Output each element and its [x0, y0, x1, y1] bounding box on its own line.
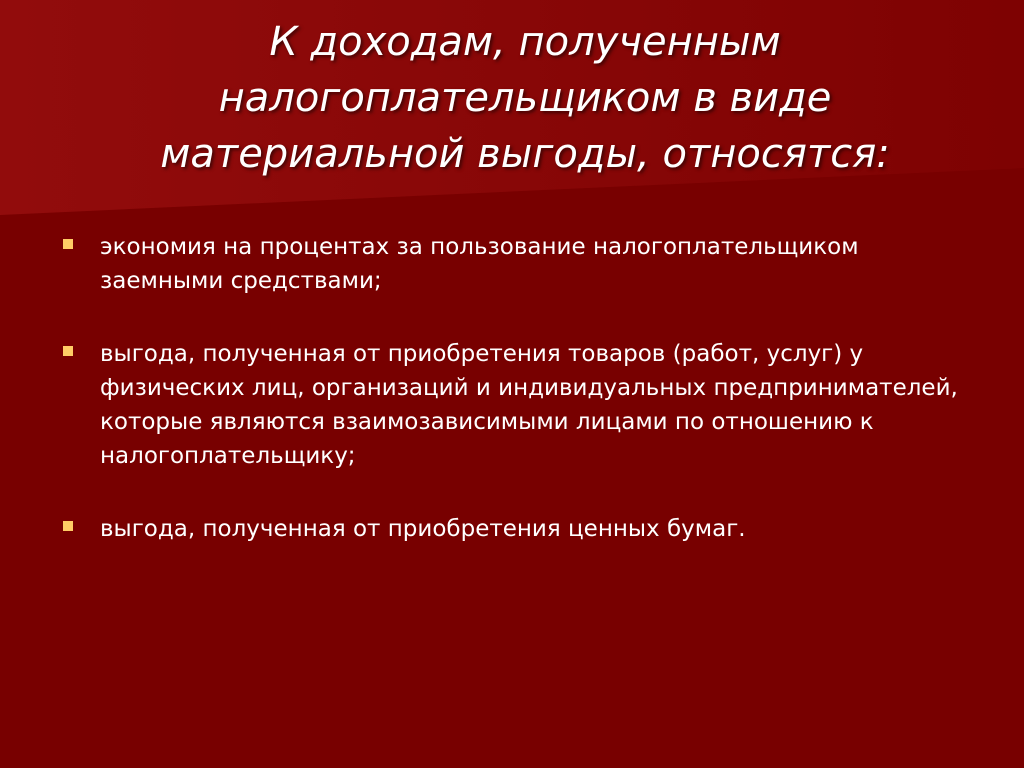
slide-title: К доходам, полученным налогоплательщиком в виде материальной выгоды, относятся:: [160, 19, 890, 177]
bullet-list: [63, 230, 963, 585]
bullet-text: экономия на процентах за пользование налогоплательщиком заемными средствами;: [100, 234, 859, 294]
square-bullet-icon: [63, 521, 73, 531]
list-item: [63, 230, 963, 298]
list-item: [63, 512, 963, 546]
list-item: [63, 337, 963, 473]
bullet-text: выгода, полученная от приобретения товаров (работ, услуг) у физических лиц, организаций и индивидуальных предпринимателей, которые являются взаимозависимыми лицами по отношению к налогоплательщику;: [100, 341, 958, 469]
square-bullet-icon: [63, 346, 73, 356]
bullet-text: выгода, полученная от приобретения ценных бумаг.: [100, 516, 746, 542]
square-bullet-icon: [63, 239, 73, 249]
